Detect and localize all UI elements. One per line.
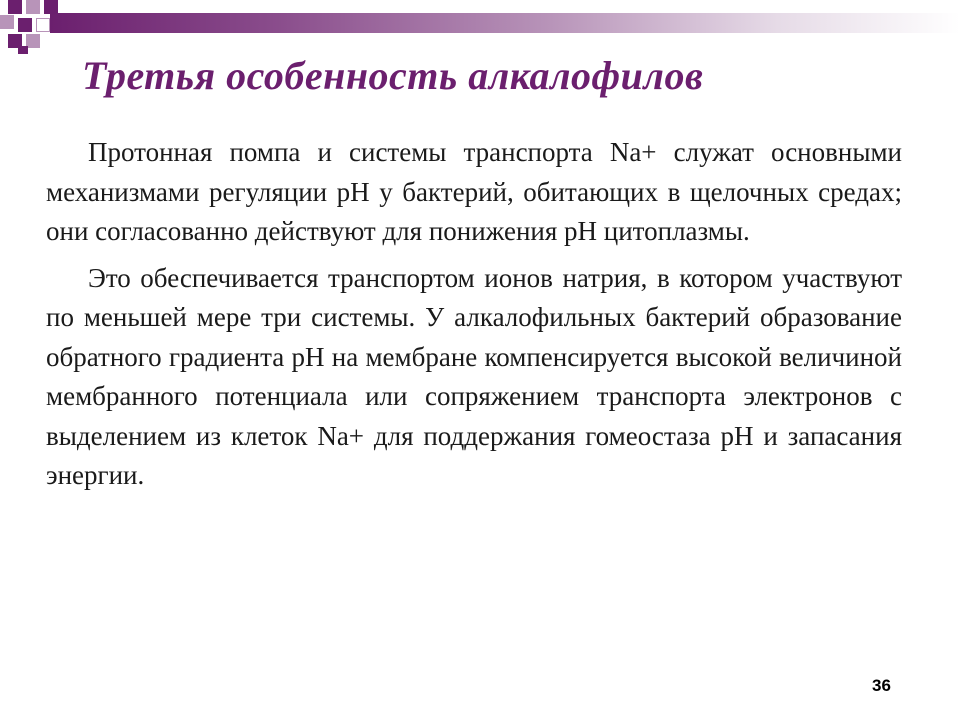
page-number: 36 xyxy=(872,676,891,695)
slide-body xyxy=(46,133,902,503)
decor-square xyxy=(8,0,22,14)
decor-square xyxy=(26,34,40,48)
slide-title: Третья особенность алкалофилов xyxy=(82,53,704,98)
decor-square xyxy=(26,0,40,14)
header-decoration xyxy=(0,0,960,60)
paragraph: Это обеспечивается транспортом ионов натрия, в котором участвуют по меньшей мере три системы. У алкалофильных бактерий образование обратного градиента рН на мембране компенсируется высокой величиной мембранного потенциала или сопряжением транспорта электронов с выделением из клеток Na+ для поддержания гомеостаза рН и запасания энергии. xyxy=(46,262,902,490)
paragraph: Протонная помпа и системы транспорта Na+ служат основными механизмами регуляции рН у бактерий, обитающих в щелочных средах; они согласованно действуют для понижения рН цитоплазмы. xyxy=(46,137,902,246)
header-gradient-bar xyxy=(50,13,960,33)
decor-square xyxy=(18,46,28,54)
decor-square xyxy=(0,15,14,29)
decor-square xyxy=(44,0,58,14)
decor-square xyxy=(18,18,32,32)
decor-square xyxy=(36,18,50,32)
